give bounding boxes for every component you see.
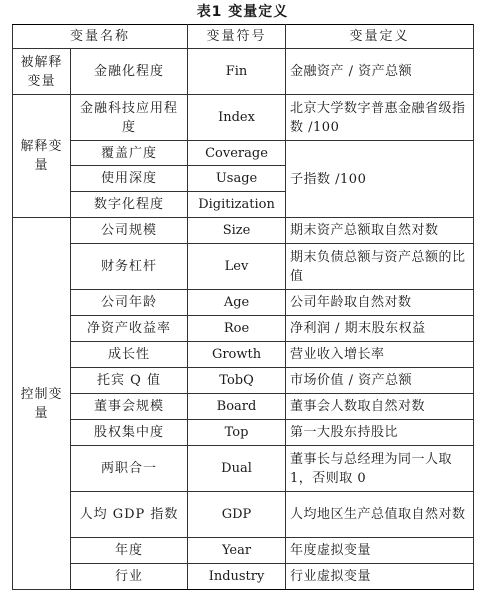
variable-name: 董事会规模 [71,394,188,420]
variable-symbol: Digitization [188,192,286,218]
variable-definition: 金融资产 / 资产总额 [286,49,474,95]
variable-definition: 人均地区生产总值取自然对数 [286,492,474,538]
table-row [13,141,474,166]
table-row [13,49,474,95]
variable-symbol: Industry [188,564,286,590]
variable-definition: 子指数 /100 [286,141,474,218]
variable-name: 使用深度 [71,166,188,192]
variable-symbol: Lev [188,244,286,290]
variable-symbol: Roe [188,316,286,342]
variable-definition: 净利润 / 期末股东权益 [286,316,474,342]
variable-definition: 董事长与总经理为同一人取 1，否则取 0 [286,446,474,492]
variable-name: 金融化程度 [71,49,188,95]
group-explanatory: 解释变量 [13,95,71,218]
variable-symbol: Index [188,95,286,141]
variable-name: 托宾 Q 值 [71,368,188,394]
variable-symbol: Age [188,290,286,316]
variable-name: 公司年龄 [71,290,188,316]
variable-definition: 市场价值 / 资产总额 [286,368,474,394]
variable-definition: 营业收入增长率 [286,342,474,368]
variable-definition: 年度虚拟变量 [286,538,474,564]
variable-name: 公司规模 [71,218,188,244]
variable-name: 两职合一 [71,446,188,492]
variable-definition: 第一大股东持股比 [286,420,474,446]
header-variable-name: 变量名称 [13,25,188,49]
table-row [13,368,474,394]
variable-symbol: Dual [188,446,286,492]
variable-symbol: Growth [188,342,286,368]
table-row [13,420,474,446]
variable-symbol: TobQ [188,368,286,394]
table-row [13,316,474,342]
table-row [13,538,474,564]
header-variable-definition: 变量定义 [286,25,474,49]
variable-symbol: GDP [188,492,286,538]
header-variable-symbol: 变量符号 [188,25,286,49]
variable-definition: 公司年龄取自然对数 [286,290,474,316]
variable-symbol: Usage [188,166,286,192]
variable-name: 财务杠杆 [71,244,188,290]
variable-symbol: Coverage [188,141,286,166]
table-row [13,244,474,290]
variable-name: 行业 [71,564,188,590]
table-row [13,218,474,244]
header-row [13,25,474,49]
variable-name: 年度 [71,538,188,564]
table-caption: 表1 变量定义 [196,4,289,20]
group-dependent: 被解释变量 [13,49,71,95]
variable-name: 成长性 [71,342,188,368]
table-row [13,342,474,368]
variable-symbol: Top [188,420,286,446]
variable-symbol: Size [188,218,286,244]
variable-symbol: Board [188,394,286,420]
variable-name: 数字化程度 [71,192,188,218]
variable-definition: 行业虚拟变量 [286,564,474,590]
table-row [13,564,474,590]
variable-symbol: Fin [188,49,286,95]
table-row [13,394,474,420]
variable-definition: 期末资产总额取自然对数 [286,218,474,244]
table-row [13,492,474,538]
group-control: 控制变量 [13,218,71,590]
variable-name: 覆盖广度 [71,141,188,166]
variable-symbol: Year [188,538,286,564]
variable-name: 股权集中度 [71,420,188,446]
variable-name: 人均 GDP 指数 [71,492,188,538]
variable-name: 金融科技应用程度 [71,95,188,141]
table-row [13,95,474,141]
variable-definition: 期末负债总额与资产总额的比值 [286,244,474,290]
table-row [13,290,474,316]
variable-definition: 北京大学数字普惠金融省级指数 /100 [286,95,474,141]
variable-definition-table [12,24,474,590]
variable-name: 净资产收益率 [71,316,188,342]
variable-definition: 董事会人数取自然对数 [286,394,474,420]
table-row [13,446,474,492]
